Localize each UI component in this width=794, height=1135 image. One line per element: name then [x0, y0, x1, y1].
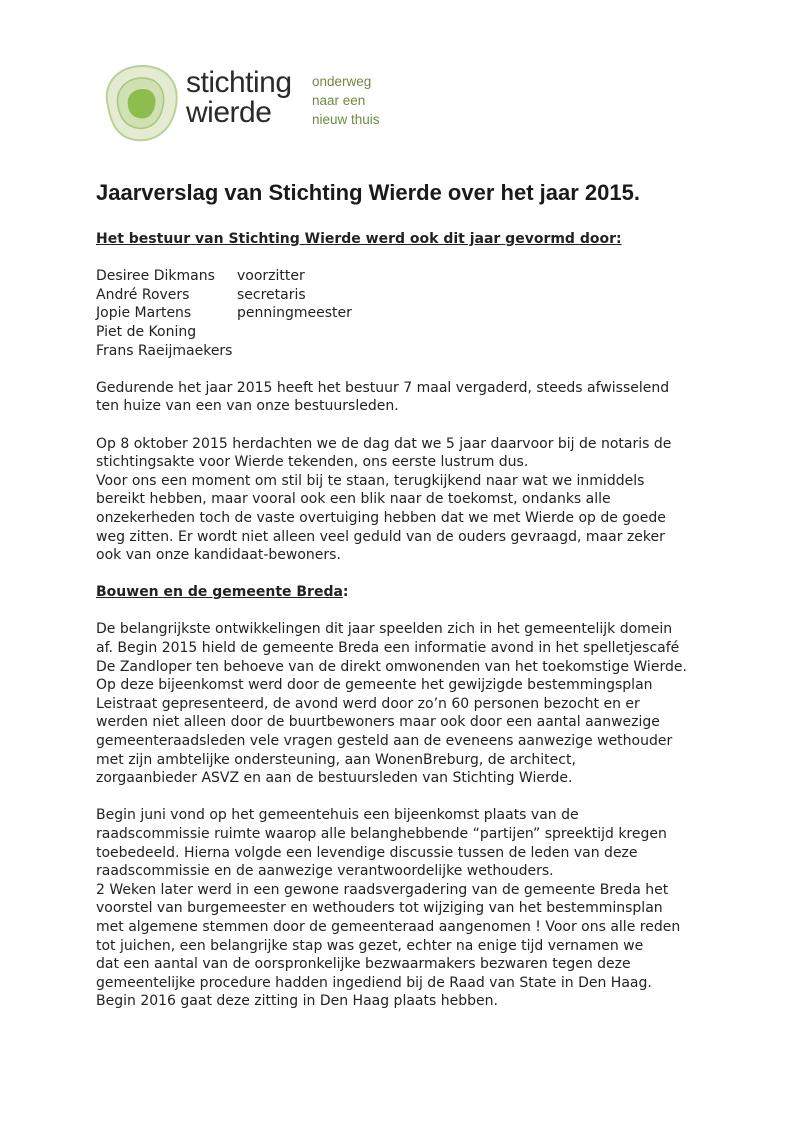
text-line: werden niet alleen door de buurtbewoners maar ook door een aantal aanwezige [96, 714, 660, 731]
logo-name-line: wierde [186, 96, 272, 129]
spacer [96, 788, 716, 807]
text-line: stichtingsakte voor Wierde tekenden, ons eerste lustrum dus. [96, 454, 529, 471]
text-line: De belangrijkste ontwikkelingen dit jaar speelden zich in het gemeentelijk domein [96, 621, 673, 638]
board-member-name: André Rovers [96, 286, 190, 303]
text-line: raadscommissie ruimte waarop alle belanghebbende “partijen” spreektijd kregen [96, 826, 667, 842]
logo-tagline [312, 72, 412, 129]
text-line: dat een aantal van de oorspronkelijke bezwaarmakers bezwaren tegen deze [96, 956, 631, 973]
section-heading-text: Bouwen en de gemeente Breda [96, 584, 343, 601]
text-line: voorstel van burgemeester en wethouders tot wijziging van het bestemminsplan [96, 900, 663, 917]
text-line: ten huize van een van onze bestuursleden. [96, 398, 399, 415]
board-member-role: voorzitter [237, 268, 305, 285]
spacer [96, 360, 716, 379]
logo-tagline-line: naar een [312, 93, 366, 108]
section-heading-building [96, 583, 716, 602]
board-member-name: Frans Raeijmaekers [96, 342, 233, 359]
text-line: De Zandloper ten behoeve van de direkt omwonenden van het toekomstige Wierde. [96, 658, 687, 675]
spacer [96, 416, 716, 435]
paragraph-developments [96, 620, 716, 787]
spacer [96, 249, 716, 268]
text-line: zorgaanbieder ASVZ en aan de bestuursleden van Stichting Wierde. [96, 770, 573, 787]
paragraph-council [96, 806, 716, 1011]
paragraph-lustrum [96, 435, 716, 565]
spacer [96, 602, 716, 621]
section-heading-colon: : [342, 584, 349, 601]
text-line: bereikt hebben, maar vooral ook een blik naar de toekomst, ondanks alle [96, 491, 611, 508]
logo-tagline-line: nieuw thuis [312, 112, 380, 127]
board-member-role: penningmeester [237, 305, 352, 322]
board-member-role [237, 342, 716, 361]
text-line: Op 8 oktober 2015 herdachten we de dag dat we 5 jaar daarvoor bij de notaris de [96, 435, 672, 452]
text-line: Begin 2016 gaat deze zitting in Den Haag plaats hebben. [96, 993, 498, 1010]
board-member-role: secretaris [237, 286, 306, 303]
board-members-list [96, 267, 716, 360]
text-line: Voor ons een moment om stil bij te staan, terugkijkend naar wat we inmiddels [96, 472, 645, 489]
text-line: met zijn ambtelijke ondersteuning, aan WonenBreburg, de architect, [96, 751, 576, 768]
text-line: toebedeeld. Hierna volgde een levendige discussie tussen de leden van deze [96, 844, 638, 861]
logo-inner-shape [128, 89, 156, 118]
report-title: Jaarverslag van Stichting Wierde over het jaar 2015. [96, 180, 640, 205]
logo-wordmark [186, 68, 316, 128]
board-member-name: Jopie Martens [96, 305, 192, 322]
text-line: Begin juni vond op het gemeentehuis een bijeenkomst plaats van de [96, 807, 579, 824]
text-line: onzekerheden toch de vaste overtuiging hebben dat we met Wierde op de goede [96, 509, 666, 526]
text-line: ook van onze kandidaat-bewoners. [96, 547, 341, 564]
board-member-name: Piet de Koning [96, 323, 197, 340]
logo [100, 62, 400, 144]
text-line: gemeentelijke procedure hadden ingediend bij de Raad van State in Den Haag. [96, 974, 652, 991]
logo-emblem-icon [100, 62, 182, 144]
text-line: gemeenteraadsleden vele vragen gesteld aan de eveneens aanwezige wethouder [96, 733, 673, 750]
text-line: tot juichen, een belangrijke stap was gezet, echter na enige tijd vernamen we [96, 937, 644, 954]
board-member-name: Desiree Dikmans [96, 268, 215, 285]
board-member-role [237, 323, 716, 342]
report-body [96, 230, 716, 1011]
spacer [96, 565, 716, 584]
text-line: 2 Weken later werd in een gewone raadsvergadering van de gemeente Breda het [96, 881, 669, 898]
text-line: Leistraat gepresenteerd, de avond werd door zo’n 60 personen bezocht en er [96, 695, 640, 712]
logo-name-line: stichting [186, 66, 292, 99]
text-line: Gedurende het jaar 2015 heeft het bestuur 7 maal vergaderd, steeds afwisselend [96, 379, 670, 396]
text-line: raadscommissie en de aanwezige verantwoordelijke wethouders. [96, 863, 554, 880]
text-line: weg zitten. Er wordt niet alleen veel geduld van de ouders gevraagd, maar zeker [96, 528, 665, 545]
paragraph-meetings [96, 379, 716, 416]
text-line: af. Begin 2015 hield de gemeente Breda een informatie avond in het spelletjescafé [96, 640, 680, 657]
text-line: Op deze bijeenkomst werd door de gemeente het gewijzigde bestemmingsplan [96, 677, 653, 694]
board-heading: Het bestuur van Stichting Wierde werd ook dit jaar gevormd door: [96, 231, 622, 247]
logo-tagline-line: onderweg [312, 74, 372, 89]
text-line: met algemene stemmen door de gemeenteraad aangenomen ! Voor ons alle reden [96, 918, 681, 935]
